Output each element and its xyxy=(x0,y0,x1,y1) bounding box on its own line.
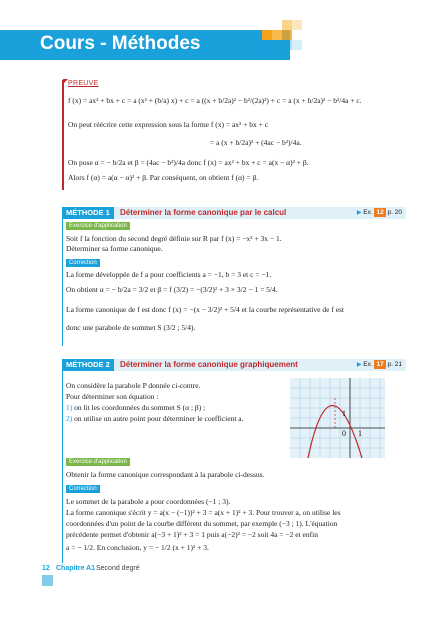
method-2-correction-line-5: a = − 1/2. En conclusion, y = − 1/2 (x + 1)² + 3. xyxy=(66,543,209,552)
method-2-correction-line-1: Le sommet de la parabole a pour coordonnées (−1 ; 3). xyxy=(66,497,231,506)
method-1-correction-line-3: La forme canonique de f est donc f (x) = −(x − 3/2)² + 5/4 et la courbe représentative de f est xyxy=(66,305,345,314)
method-1-title: Déterminer la forme canonique par le calcul xyxy=(120,208,287,217)
method-1-exercise-line-1: Soit f la fonction du second degré définie sur R par f (x) = −x² + 3x − 1. xyxy=(66,234,282,243)
page-number: 12 xyxy=(42,565,50,572)
method-1-ref-number: 12 xyxy=(376,209,384,216)
method-2-correction-line-3: coordonnées d'un point de la courbe différent du sommet, par exemple (−3 ; 1). L'équation xyxy=(66,519,338,528)
method-1-correction-line-4: donc une parabole de sommet S (3/2 ; 5/4). xyxy=(66,323,196,332)
method-1-tag: MÉTHODE 1 xyxy=(62,207,114,219)
method-1-header xyxy=(62,207,406,219)
method-2-ref-page: p. 21 xyxy=(387,361,402,368)
footer-subject: Second degré xyxy=(96,565,140,572)
graph-label-origin: 0 xyxy=(342,429,346,438)
method-1-exercise-link[interactable] xyxy=(357,207,402,219)
proof-line-2: On peut réécrire cette expression sous la forme f (x) = ax² + bx + c xyxy=(68,120,269,129)
method-2-ref-number: 17 xyxy=(376,361,384,368)
method-1-correction-line-1: La forme développée de f a pour coefficients a = −1, b = 3 et c = −1. xyxy=(66,270,272,279)
arrow-right-icon: ▶ xyxy=(356,362,362,368)
arrow-right-icon: ▶ xyxy=(356,210,362,216)
method-2-ref-prefix: Ex. xyxy=(363,361,373,368)
method-2-step-2 xyxy=(66,414,244,424)
proof-line-5: Alors f (α) = a(α − α)² + β. Par conséquent, on obtient f (α) = β. xyxy=(68,173,259,182)
parabola-curve xyxy=(308,406,362,459)
proof-line-4: On pose α = − b/2a et β = (4ac − b²)/4a donc f (x) = ax² + bx + c = a(x − α)² + β. xyxy=(68,158,309,167)
header-banner xyxy=(0,30,290,60)
method-1-ref-page: p. 20 xyxy=(387,209,402,216)
step-2-number: 2) xyxy=(66,414,73,423)
page-title: Cours - Méthodes xyxy=(40,33,201,54)
method-2-exercise-line-1: Obtenir la forme canonique correspondant à la parabole ci-dessus. xyxy=(66,470,265,479)
method-2-correction-tag: Correction xyxy=(66,485,100,493)
method-2-header xyxy=(62,359,406,371)
parabola-graph xyxy=(290,378,385,458)
proof-label: PREUVE xyxy=(68,80,99,87)
method-2-correction-line-2: La forme canonique s'écrit y = a(x − (−1))² + 3 = a(x + 1)² + 3. Pour trouver a, on utilise les xyxy=(66,508,341,517)
method-2-step-1 xyxy=(66,403,205,413)
method-2-title: Déterminer la forme canonique graphiquement xyxy=(120,360,298,369)
method-2-tag: MÉTHODE 2 xyxy=(62,359,114,371)
method-1-ref-prefix: Ex. xyxy=(363,209,373,216)
method-1-exercise-line-2: Déterminer sa forme canonique. xyxy=(66,244,163,253)
step-1-number: 1) xyxy=(66,403,73,412)
graph-label-y-one: 1 xyxy=(342,409,346,418)
proof-line-1: f (x) = ax² + bx + c = a (x² + (b/a) x) + c = a ((x + b/2a)² − b²/(2a)²) + c = a (x + b/2a)² − b²/4a + c. xyxy=(68,96,362,105)
step-1-text: on lit les coordonnées du sommet S (α ; β) ; xyxy=(74,403,206,412)
graph-label-x-one: 1 xyxy=(358,429,362,438)
method-1-correction-line-2: On obtient α = − b/2a = 3/2 et β = f (3/2) = −(3/2)² + 3 × 3/2 − 1 = 5/4. xyxy=(66,285,278,294)
proof-line-3: = a (x + b/2a)² + (4ac − b²)/4a. xyxy=(210,138,302,147)
method-2-exercise-tag: Exercice d'application xyxy=(66,458,130,466)
method-2-exercise-link[interactable] xyxy=(357,359,402,371)
footer-decoration xyxy=(42,575,53,586)
method-1-exercise-tag: Exercice d'application xyxy=(66,222,130,230)
method-2-intro-line-1: On considère la parabole P donnée ci-contre. xyxy=(66,381,201,390)
method-1-correction-tag: Correction xyxy=(66,259,100,267)
method-2-correction-line-4: précédente permet d'obtenir a(−3 + 1)² + 3 = 1 puis a(−2)² = −2 soit 4a = −2 et enfin xyxy=(66,530,318,539)
footer-chapter: Chapitre A1 xyxy=(56,565,96,572)
method-2-intro-line-2: Pour déterminer son équation : xyxy=(66,392,159,401)
step-2-text: on utilise un autre point pour déterminer le coefficient a. xyxy=(74,414,244,423)
decorative-squares xyxy=(262,18,332,64)
parabola-graph-svg xyxy=(290,378,385,458)
